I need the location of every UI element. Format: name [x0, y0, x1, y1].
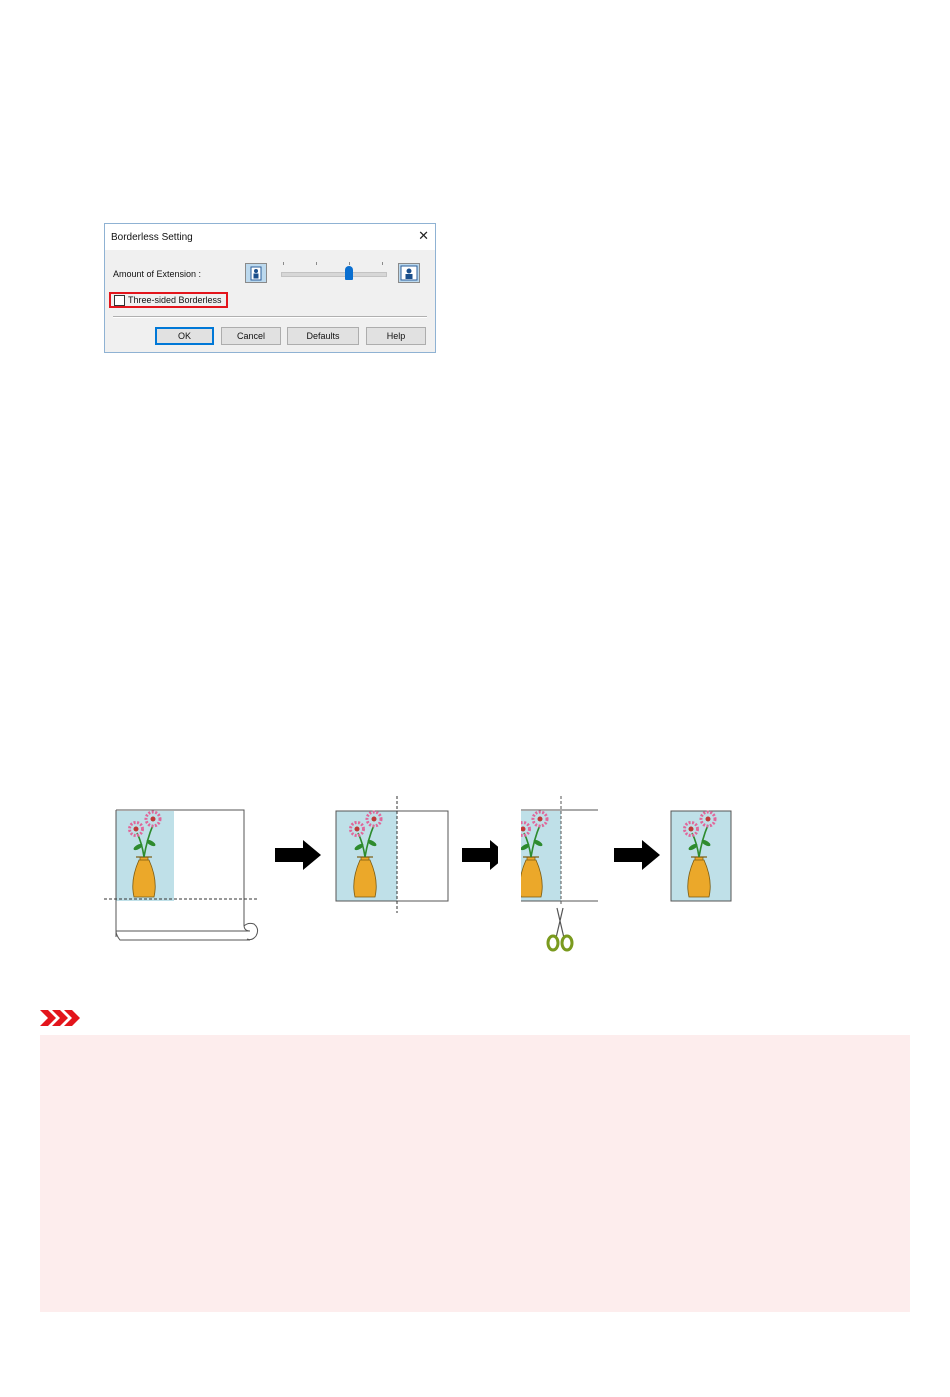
extension-label: Amount of Extension : — [113, 269, 202, 279]
three-sided-label: Three-sided Borderless — [128, 295, 222, 305]
slider-track — [281, 272, 387, 277]
defaults-button[interactable]: Defaults — [287, 327, 359, 345]
dialog-body — [105, 250, 435, 352]
slider-thumb[interactable] — [345, 266, 353, 280]
step-trim — [498, 796, 598, 950]
step-cut-sheet — [336, 796, 448, 913]
cancel-button[interactable]: Cancel — [221, 327, 281, 345]
slider-tick — [316, 262, 317, 265]
three-sided-checkbox[interactable] — [114, 295, 125, 306]
slider-tick — [349, 262, 350, 265]
help-button[interactable]: Help — [366, 327, 426, 345]
arrow-icon — [275, 840, 321, 870]
three-sided-borderless-option[interactable] — [109, 292, 228, 308]
borderless-setting-dialog — [104, 223, 436, 353]
ok-button[interactable]: OK — [155, 327, 214, 345]
important-chevrons-icon — [40, 1010, 84, 1026]
separator — [113, 316, 427, 318]
borderless-trimming-illustration — [0, 790, 950, 960]
arrow-icon — [614, 840, 660, 870]
step-finished — [671, 811, 731, 901]
close-icon[interactable]: ✕ — [418, 228, 429, 243]
extension-slider[interactable] — [281, 259, 387, 287]
slider-tick — [382, 262, 383, 265]
step-roll-print — [104, 810, 258, 940]
small-extension-icon[interactable] — [245, 263, 267, 283]
slider-tick — [283, 262, 284, 265]
important-note-box — [40, 1035, 910, 1312]
scissors-icon — [548, 908, 572, 950]
dialog-title: Borderless Setting — [111, 232, 193, 243]
large-extension-icon[interactable] — [398, 263, 420, 283]
